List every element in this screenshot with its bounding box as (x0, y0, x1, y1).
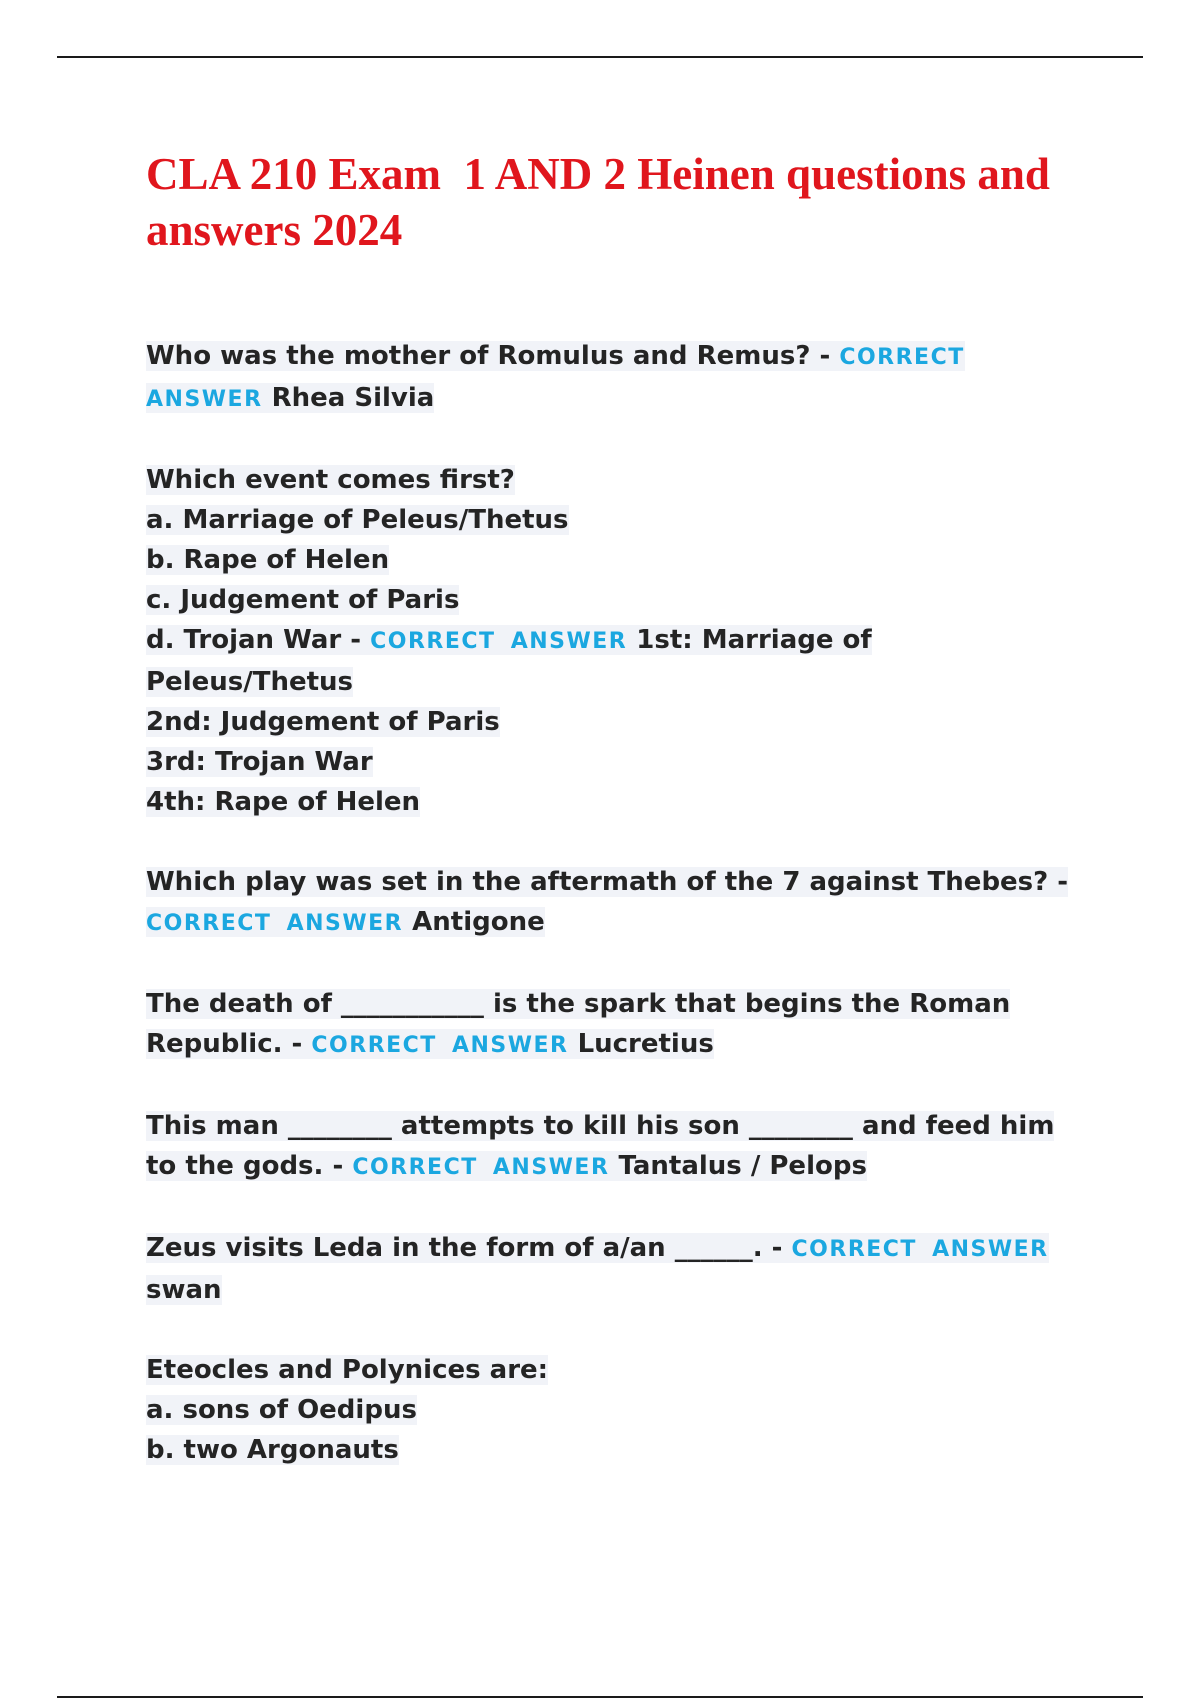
question-text: Who was the mother of Romulus and Remus? - (146, 341, 840, 371)
qa-item-3 (146, 862, 1086, 944)
question-text: Which event comes first? (146, 465, 515, 495)
option-text: b. Rape of Helen (146, 545, 390, 575)
option-text: a. sons of Oedipus (146, 1395, 417, 1425)
answer-text: 1st: Marriage of Peleus/Thetus (146, 625, 872, 697)
correct-answer-marker: CORRECT ANSWER (146, 911, 404, 936)
qa-text (146, 1111, 1054, 1181)
answer-text: Lucretius (577, 1029, 714, 1059)
question-text: Eteocles and Polynices are: (146, 1355, 549, 1385)
qa-item-4 (146, 984, 1086, 1066)
option-text: d. Trojan War - (146, 625, 371, 655)
correct-answer-marker: CORRECT ANSWER (352, 1155, 610, 1180)
qa-list (146, 336, 1086, 1510)
answer-text: Rhea Silvia (271, 383, 435, 413)
answer-text: 3rd: Trojan War (146, 747, 373, 777)
qa-item-6 (146, 1228, 1086, 1310)
option-text: a. Marriage of Peleus/Thetus (146, 505, 569, 535)
answer-text: Tantalus / Pelops (618, 1151, 867, 1181)
option-text: c. Judgement of Paris (146, 585, 460, 615)
option-text: b. two Argonauts (146, 1435, 399, 1465)
top-rule (57, 56, 1143, 58)
qa-text (146, 625, 872, 697)
qa-text (146, 341, 965, 413)
correct-answer-marker: CORRECT ANSWER (311, 1033, 569, 1058)
qa-text (146, 867, 1068, 937)
qa-item-2 (146, 460, 1086, 822)
answer-text: Antigone (412, 907, 545, 937)
answer-text: swan (146, 1275, 222, 1305)
bottom-rule (57, 1696, 1143, 1698)
qa-item-1 (146, 336, 1086, 420)
question-text: This man ________ attempts to kill his son ________ and feed him to the gods. - (146, 1111, 1055, 1181)
document-title: CLA 210 Exam 1 AND 2 Heinen questions and answers 2024 (146, 149, 1062, 255)
qa-text (146, 989, 1010, 1059)
correct-answer-marker: CORRECT ANSWER (146, 345, 965, 412)
answer-text: 4th: Rape of Helen (146, 787, 421, 817)
qa-text (146, 1233, 1049, 1305)
question-text: The death of ___________ is the spark that begins the Roman Republic. - (146, 989, 1011, 1059)
qa-item-7 (146, 1350, 1086, 1470)
question-text: Which play was set in the aftermath of the 7 against Thebes? - (146, 867, 1069, 897)
question-text: Zeus visits Leda in the form of a/an ______. - (146, 1233, 792, 1263)
qa-item-5 (146, 1106, 1086, 1188)
correct-answer-marker: CORRECT ANSWER (370, 629, 628, 654)
correct-answer-marker: CORRECT ANSWER (791, 1237, 1049, 1262)
answer-text: 2nd: Judgement of Paris (146, 707, 500, 737)
